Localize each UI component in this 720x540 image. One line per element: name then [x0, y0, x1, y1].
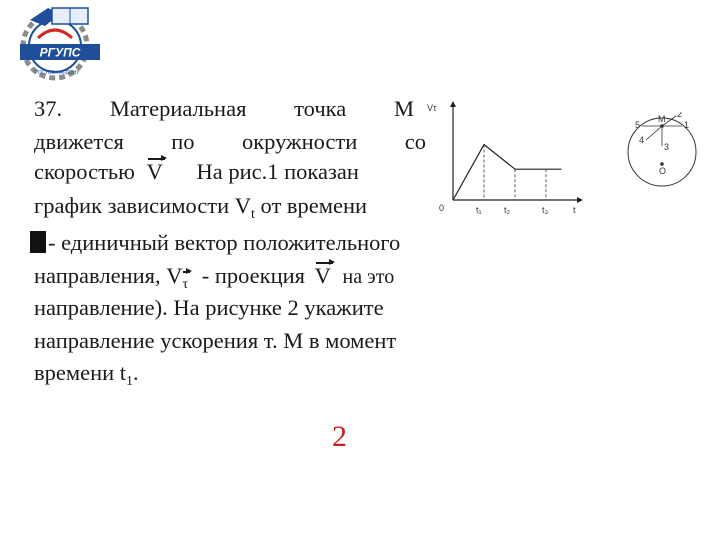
graph-y-label: Vτ	[427, 103, 437, 113]
problem-line-1	[34, 94, 414, 124]
subscript: τ	[182, 270, 188, 300]
figure-number-label: 2	[332, 420, 347, 453]
text-run: - проекция	[201, 263, 306, 288]
velocity-vector-symbol: V	[315, 261, 331, 291]
velocity-vector-symbol: V	[147, 157, 163, 187]
direction-label-4: 4	[639, 135, 645, 145]
text-run: На рис.1 показан	[196, 159, 359, 184]
word: окружности	[241, 129, 358, 154]
problem-line-7: направление). На рисунке 2 укажите	[34, 295, 384, 320]
text-run: график зависимости V	[34, 193, 251, 218]
center-label: O	[659, 166, 667, 176]
problem-line-9	[34, 358, 139, 397]
subscript: 1	[126, 374, 134, 389]
direction-label-2: 2	[677, 112, 683, 119]
graph-x-tick-t2: t₂	[504, 205, 510, 215]
logo-ring-text: РОСТОВ-НА-ДОНУ	[34, 70, 80, 76]
subscript: t	[251, 207, 255, 222]
point-m-label: M	[658, 114, 666, 124]
graph-y-arrow	[450, 101, 456, 107]
word: движется	[34, 129, 124, 154]
direction-label-5: 5	[635, 120, 641, 130]
text-run: от времени	[260, 193, 368, 218]
graph-x-tick-t1: t₁	[476, 205, 482, 215]
direction-label-3: 3	[664, 142, 670, 152]
direction-label-1: 1	[684, 120, 690, 130]
graph-x-arrow	[577, 197, 583, 203]
logo-text: РГУПС	[39, 45, 81, 60]
word: по	[171, 129, 195, 154]
unit-vector-symbol	[30, 231, 46, 253]
text-run: времени t	[34, 360, 127, 385]
graph-x-tick-t3: t₃	[542, 205, 549, 215]
velocity-graph	[425, 95, 590, 230]
word: со	[404, 129, 426, 154]
word: М	[393, 96, 414, 121]
problem-line-8: направление ускорения т. М в момент	[34, 328, 397, 353]
text-run: на это	[342, 266, 395, 288]
graph-guides	[484, 145, 546, 200]
problem-line-4	[34, 191, 367, 230]
circle-diagram	[622, 112, 702, 192]
graph-origin-label: 0	[439, 203, 445, 213]
word: точка	[294, 96, 347, 121]
word: Материальная	[109, 96, 247, 121]
velocity-curve	[453, 145, 562, 200]
problem-line-2	[34, 127, 426, 157]
problem-line-3	[34, 157, 359, 187]
problem-number: 37.	[34, 96, 63, 121]
graph-x-tick-t: t	[573, 205, 576, 215]
problem-line-5	[30, 228, 400, 258]
text-run: скоростью	[34, 159, 135, 184]
text-run: направления, V	[34, 263, 183, 288]
direction-4-arrow	[646, 126, 662, 140]
text-run: - единичный вектор положительного	[48, 230, 401, 255]
text-run: .	[133, 360, 139, 385]
